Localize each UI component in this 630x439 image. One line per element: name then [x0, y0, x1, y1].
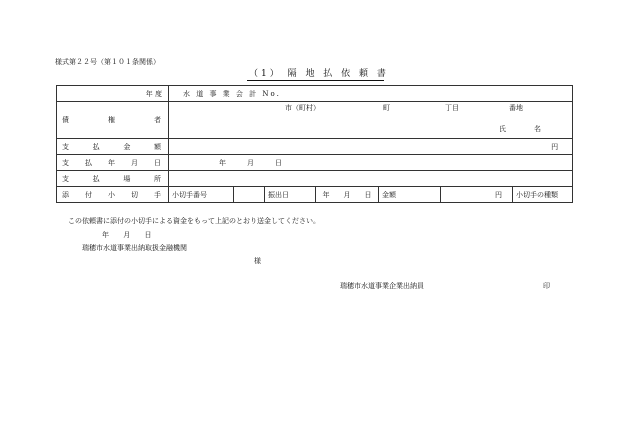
form-number: 様式第２２号（第１０１条関係） — [55, 58, 160, 66]
payment-place-row — [57, 171, 573, 187]
fiscal-year-label: 年 度 — [57, 86, 169, 102]
bank-name: 瑞穂市水道事業出納取扱金融機関 — [82, 244, 187, 252]
amount-field[interactable] — [169, 139, 573, 155]
document-title: （1） 隔 地 払 依 頼 書 — [249, 69, 389, 79]
seal-mark: 印 — [543, 282, 550, 290]
issue-date-label: 振出日 — [265, 187, 316, 203]
check-number-label: 小切手番号 — [169, 187, 234, 203]
payment-date-field[interactable] — [169, 155, 573, 171]
banchi-label: 番地 — [509, 104, 523, 112]
attached-check-row — [57, 187, 573, 203]
title-underline — [247, 80, 384, 81]
chome-label: 丁目 — [445, 104, 459, 112]
honorific: 様 — [254, 257, 261, 265]
amount-row — [57, 139, 573, 155]
treasurer-name: 瑞穂市水道事業企業出納員 — [340, 282, 424, 290]
amount-label: 支 払 金 額 — [57, 139, 169, 155]
check-type-label: 小切手の種類 — [513, 187, 573, 203]
creditor-row — [57, 102, 573, 139]
check-amount-field[interactable]: 円 — [441, 187, 513, 203]
remittance-request-table — [56, 85, 573, 203]
city-label: 市（町村） — [285, 104, 320, 112]
payment-date-label: 支 払 年 月 日 — [57, 155, 169, 171]
fiscal-year-row — [57, 86, 573, 102]
accounting-label: 水 道 事 業 会 計 No. — [169, 86, 573, 102]
request-date: 年 月 日 — [102, 231, 152, 239]
payment-place-label: 支 払 場 所 — [57, 171, 169, 187]
yen-unit: 円 — [551, 142, 559, 151]
town-label: 町 — [383, 104, 390, 112]
check-amount-label: 金額 — [379, 187, 441, 203]
creditor-field[interactable] — [169, 102, 573, 139]
payment-place-field[interactable] — [169, 171, 573, 187]
creditor-label: 債 権 者 — [57, 102, 169, 139]
attached-check-label: 添 付 小 切 手 — [57, 187, 169, 203]
payment-date-value: 年 月 日 — [219, 158, 282, 167]
check-number-field[interactable] — [234, 187, 265, 203]
payment-date-row — [57, 155, 573, 171]
issue-date-field[interactable]: 年 月 日 — [316, 187, 379, 203]
name-label: 氏 名 — [499, 125, 541, 133]
request-note: この依頼書に添付の小切手による資金をもって上記のとおり送金してください。 — [68, 217, 320, 225]
